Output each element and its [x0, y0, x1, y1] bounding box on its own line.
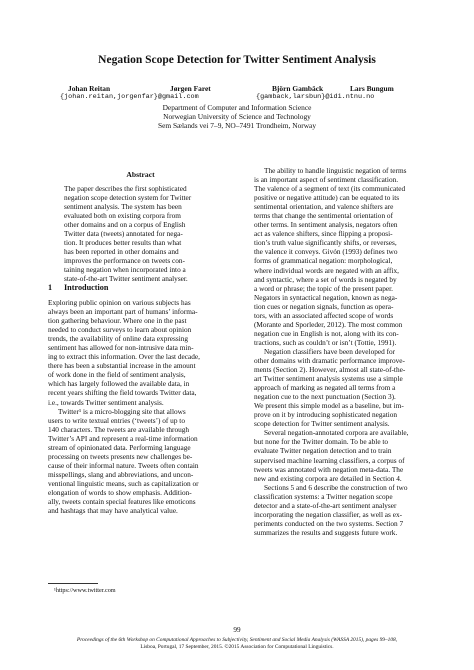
text-line: Several negation-annotated corpora are available, [264, 428, 409, 438]
text-line: sentiment has allowed for non-intrusive data min- [48, 343, 194, 353]
text-line: We present this simple model as a baseline, but im- [254, 401, 404, 411]
text-line: elongation of words to show emphasis. Addition- [48, 487, 192, 497]
introduction-body [48, 298, 233, 515]
text-line: negation cue to the next punctuation (Section 3). [254, 392, 396, 402]
abstract-body [64, 184, 216, 284]
text-line: other domains and on a corpus of English [64, 220, 186, 230]
text-line: Negation classifiers have been developed for [264, 346, 396, 356]
text-line: Exploring public opinion on various subjects has [48, 298, 191, 307]
author-email: {johan.reitan,jorgenfar}@gmail.com [60, 93, 199, 101]
author-name: Jørgen Faret [170, 84, 211, 93]
section-title: Introduction [64, 283, 109, 292]
text-line: positive or negative attitude) can be equated to its [254, 193, 400, 203]
text-line: ments (Section 2). However, almost all state-of-the- [254, 365, 406, 375]
affiliation-line: Department of Computer and Information Science [162, 103, 312, 112]
text-line: which has largely followed the available data, in [48, 379, 190, 389]
text-line: other domains with dramatic performance improve- [254, 355, 405, 365]
text-line: always been an important part of humans’ informa- [48, 307, 198, 317]
text-line: misspellings, slang and abbreviations, and uncon- [48, 469, 194, 479]
text-line: art Twitter sentiment analysis systems use a simple [254, 374, 403, 384]
footer-line: Proceedings of the 6th Workshop on Computational Approaches to Subjectivity, Sentiment and Social Media Analysis (WASSA 2015), pages 99–108, [76, 637, 398, 643]
proceedings-footer [0, 637, 474, 651]
text-line: sentiment analysis. The system has been [64, 202, 182, 212]
section-number: 1 [48, 283, 53, 292]
text-line: forms of grammatical negation: morphological, [254, 256, 393, 266]
paper-title: Negation Scope Detection for Twitter Sentiment Analysis [98, 54, 376, 66]
author-block [60, 84, 420, 102]
text-line: Sections 5 and 6 describe the construction of two [264, 482, 408, 492]
text-line: classification systems: a Twitter negation scope [254, 491, 393, 501]
text-line: terms that change the sentimental orientation of [254, 211, 394, 221]
text-line: i.e., towards Twitter sentiment analysis. [48, 397, 164, 407]
text-line: supervised machine learning classifiers, a corpus of [254, 455, 405, 465]
author-email: {gamback,larsbun}@idi.ntnu.no [256, 93, 375, 101]
text-line: and syntactic, where a set of words is negated by [254, 274, 397, 284]
text-line: detector and a state-of-the-art sentiment analyser [254, 500, 397, 510]
text-line: there has been a substantial increase in the amount [48, 361, 196, 371]
text-line: where individual words are negated with an affix, [254, 265, 399, 275]
text-line: evaluate Twitter negation detection and to train [254, 446, 392, 456]
text-line: tractions, such as couldn’t or isn’t (Tottie, 1991). [254, 337, 397, 347]
author-name: Björn Gambäck [272, 84, 324, 93]
text-line: prove on it by introducing sophisticated negation [254, 410, 398, 420]
text-line: trends, the availability of online data expressing [48, 334, 189, 344]
author-name: Lars Bungum [350, 84, 394, 93]
text-line: a word or phrase; the topic of the present paper. [254, 283, 393, 293]
affiliation-line: Norwegian University of Science and Technology [163, 112, 311, 121]
affiliation-line: Sem Sælands vei 7–9, NO–7491 Trondheim, Norway [157, 121, 317, 130]
text-line: ing to extract this information. Over the last decade, [48, 352, 200, 362]
footnote: ¹https://www.twitter.com [54, 587, 116, 594]
text-line: cause of their informal nature. Tweets often contain [48, 460, 199, 470]
text-line: act as valence shifters, since flipping a proposi- [254, 229, 393, 239]
text-line: recent years shifting the field towards Twitter data, [48, 388, 197, 398]
text-line: users to write textual entries (‘tweets’) of up to [48, 415, 185, 425]
text-line: is an important aspect of sentiment classification. [254, 175, 399, 185]
text-line: processing on tweets presents new challenges be- [48, 451, 193, 461]
footnote-rule [48, 583, 98, 584]
text-line: new and existing corpora are detailed in Section 4. [254, 473, 402, 483]
footer-line: Lisboa, Portugal, 17 September, 2015. ©2015 Association for Computational Linguistics. [140, 644, 334, 650]
text-line: tors, with an associated affected scope of words [254, 310, 394, 320]
text-line: tion gathering behaviour. Where one in the past [48, 316, 187, 326]
author-name: Johan Reitan [68, 84, 111, 93]
text-line: has been reported in other domains and [64, 247, 179, 257]
text-line: of work done in the field of sentiment analysis, [48, 370, 186, 380]
text-line: evaluated both on existing corpora from [64, 211, 181, 221]
text-line: taining negation when incorporated into a [64, 265, 186, 275]
text-line: improves the performance on tweets con- [64, 256, 185, 266]
text-line: stream of opinionated data. Performing language [48, 442, 191, 452]
text-line: Twitter data (tweets) annotated for nega- [64, 229, 183, 239]
text-line: state-of-the-art Twitter sentiment analyser. [64, 274, 188, 284]
text-line: The valence of a segment of text (its communicated [254, 184, 406, 194]
text-line: tweets was annotated with negation meta-data. The [254, 464, 404, 474]
text-line: other terms. In sentiment analysis, negators often [254, 220, 398, 230]
text-line: The paper describes the first sophisticated [64, 184, 187, 193]
text-line: sentimental orientation, and valence shifters are [254, 202, 394, 212]
text-line: the valence it conveys. Givón (1993) defines two [254, 247, 398, 257]
text-line: Twitter¹ is a micro-blogging site that allows [58, 406, 186, 416]
text-line: 140 characters. The tweets are available through [48, 424, 190, 434]
text-line: summarizes the results and suggests future work. [254, 527, 398, 537]
text-line: ventional linguistic means, such as capitalization or [48, 478, 199, 488]
page-number: 99 [233, 626, 241, 634]
text-line: scope detection for Twitter sentiment analysis. [254, 419, 390, 429]
text-line: but none for the Twitter domain. To be able to [254, 437, 389, 447]
right-column-body [254, 166, 428, 537]
text-line: periments conducted on the two systems. Section 7 [254, 518, 404, 528]
text-line: tion cues or negation signals, function as opera- [254, 301, 394, 311]
text-line: The ability to handle linguistic negation of terms [264, 166, 407, 175]
text-line: negation scope detection system for Twitter [64, 193, 192, 203]
text-line: Twitter’s API and represent a real-time information [48, 433, 198, 443]
text-line: tion’s truth value significantly shifts, or reverses, [254, 238, 397, 248]
text-line: Negators in syntactical negation, known as nega- [254, 292, 398, 302]
section-heading [48, 283, 108, 292]
text-line: ally, tweets contain special features like emoticons [48, 497, 196, 507]
text-line: needed to conduct surveys to learn about opinion [48, 325, 192, 335]
text-line: incorporating the negation classifier, as well as ex- [254, 509, 403, 519]
text-line: and hashtags that may have analytical value. [48, 506, 178, 516]
text-line: negation cue in English is not, along with its con- [254, 328, 399, 338]
abstract-heading: Abstract [126, 170, 155, 179]
text-line: approach of marking as negated all terms from a [254, 383, 396, 393]
text-line: (Morante and Sporleder, 2012). The most common [254, 319, 403, 329]
text-line: tion. It produces better results than what [64, 238, 182, 248]
